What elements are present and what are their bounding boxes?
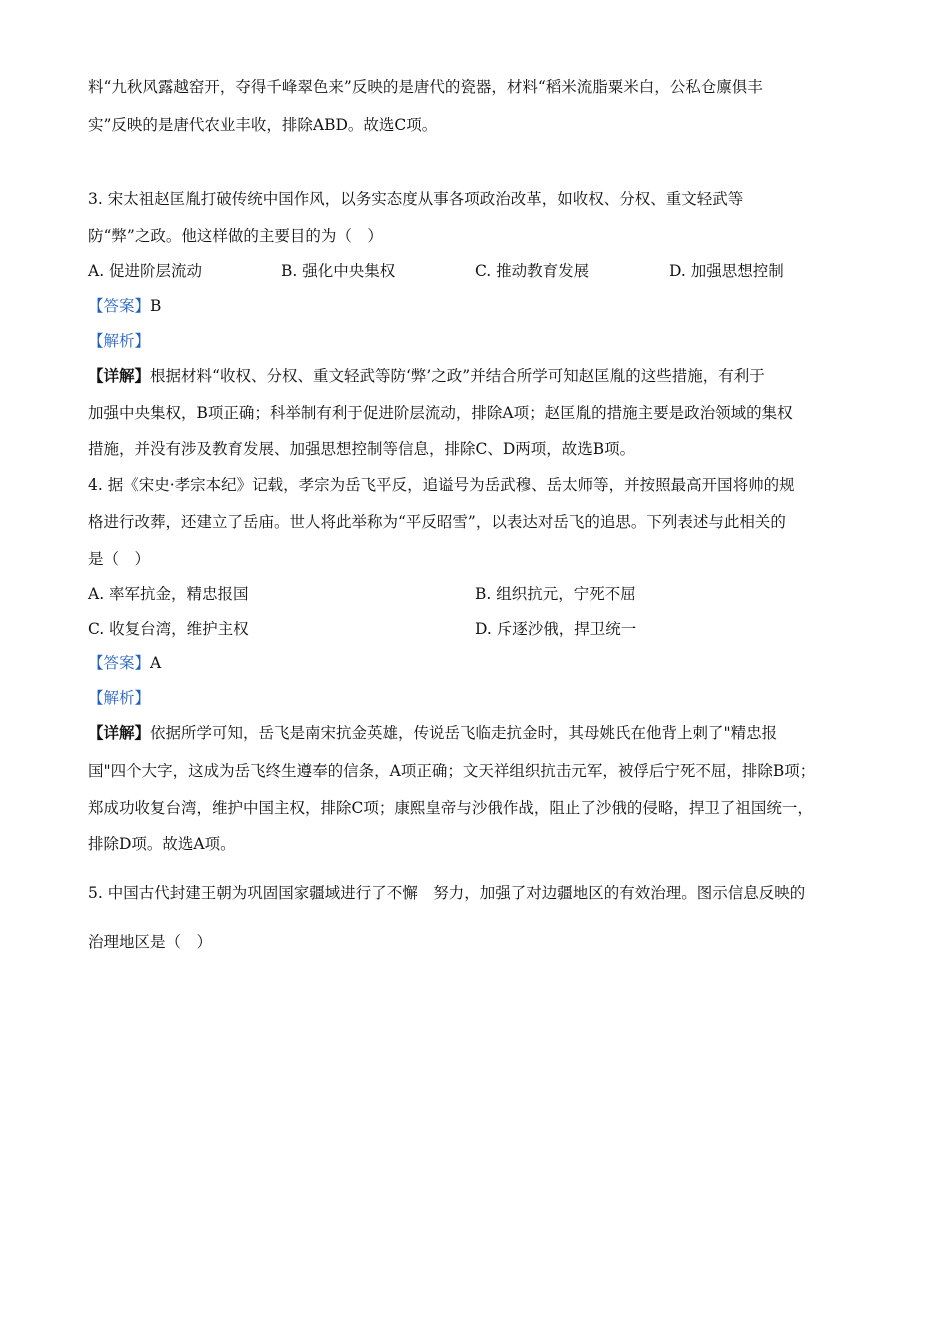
q4-analysis-line xyxy=(88,688,150,708)
q4-analysis-tag: 【解析】 xyxy=(88,689,151,707)
intro-line-1: 料“九秋风露越窑开，夺得千峰翠色来”反映的是唐代的瓷器，材料“稻米流脂粟米白，公私仓廪俱丰 xyxy=(88,78,763,96)
q4-answer-tag: 【答案】 xyxy=(88,654,151,672)
q3-analysis-line xyxy=(88,331,150,351)
q4-detail-tag: 【详解】 xyxy=(88,723,151,742)
q4-detail-text-1: 依据所学可知，岳飞是南宋抗金英雄，传说岳飞临走抗金时，其母姚氏在他背上刺了"精忠报 xyxy=(150,724,778,742)
q4-detail-line-1 xyxy=(88,723,777,743)
q3-stem-line-2: 防“弊”之政。他这样做的主要目的为（ ） xyxy=(88,227,383,245)
q3-option-b: B. 强化中央集权 xyxy=(281,262,396,280)
q3-answer-value: B xyxy=(150,297,162,315)
q3-detail-text-1: 根据材料“收权、分权、重文轻武等防‘弊’之政”并结合所学可知赵匡胤的这些措施，有利于 xyxy=(150,367,765,385)
q3-option-a: A. 促进阶层流动 xyxy=(88,262,203,280)
q3-detail-tag: 【详解】 xyxy=(88,366,151,385)
q3-analysis-tag: 【解析】 xyxy=(88,332,151,350)
q4-detail-line-4: 排除D项。故选A项。 xyxy=(88,835,236,853)
intro-line-2: 实”反映的是唐代农业丰收，排除ABD。故选C项。 xyxy=(88,116,438,134)
q4-option-b: B. 组织抗元，宁死不屈 xyxy=(475,585,636,603)
q4-option-d: D. 斥逐沙俄，捍卫统一 xyxy=(475,620,637,638)
q4-answer-line xyxy=(88,653,161,673)
q4-stem-line-1: 4. 据《宋史·孝宗本纪》记载，孝宗为岳飞平反，追谥号为岳武穆、岳太师等，并按照最高开国将帅的规 xyxy=(88,476,795,494)
q3-option-c: C. 推动教育发展 xyxy=(475,262,590,280)
q3-stem-line-1: 3. 宋太祖赵匡胤打破传统中国作风，以务实态度从事各项政治改革，如收权、分权、重文轻武等 xyxy=(88,190,744,208)
q4-option-a: A. 率军抗金，精忠报国 xyxy=(88,585,249,603)
q4-option-c: C. 收复台湾，维护主权 xyxy=(88,620,249,638)
q4-stem-line-3: 是（ ） xyxy=(88,550,151,568)
q3-answer-line xyxy=(88,296,161,316)
q3-answer-tag: 【答案】 xyxy=(88,297,151,315)
q3-option-d: D. 加强思想控制 xyxy=(669,262,784,280)
q4-answer-value: A xyxy=(150,654,162,672)
q3-detail-line-2: 加强中央集权，B项正确；科举制有利于促进阶层流动，排除A项；赵匡胤的措施主要是政治领域的集权 xyxy=(88,404,793,422)
q3-detail-line-1 xyxy=(88,366,765,386)
q4-stem-line-2: 格进行改葬，还建立了岳庙。世人将此举称为“平反昭雪”，以表达对岳飞的追思。下列表述与此相关的 xyxy=(88,513,786,531)
q3-detail-line-3: 措施，并没有涉及教育发展、加强思想控制等信息，排除C、D两项，故选B项。 xyxy=(88,440,636,458)
q5-stem-line-1: 5. 中国古代封建王朝为巩固国家疆域进行了不懈 努力，加强了对边疆地区的有效治理。图示信息反映的 xyxy=(88,884,806,902)
q5-stem-line-2: 治理地区是（ ） xyxy=(88,933,213,951)
q4-detail-line-2: 国"四个大字，这成为岳飞终生遵奉的信条，A项正确；文天祥组织抗击元军，被俘后宁死不屈，排除B项； xyxy=(88,762,816,780)
q4-detail-line-3: 郑成功收复台湾，维护中国主权，排除C项；康熙皇帝与沙俄作战，阻止了沙俄的侵略，捍卫了祖国统一， xyxy=(88,799,813,817)
